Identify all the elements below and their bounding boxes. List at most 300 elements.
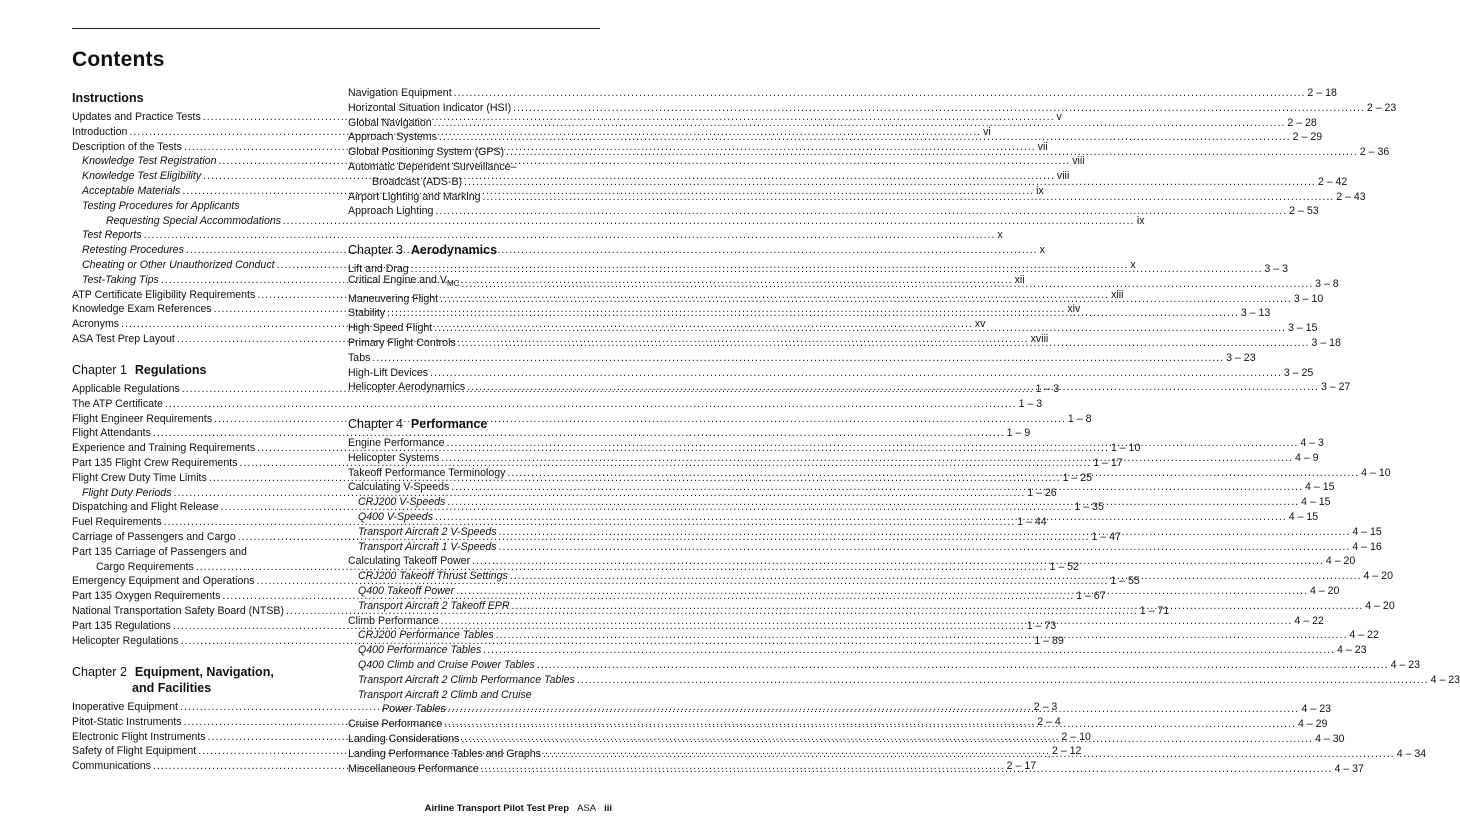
- toc-entry-label-text: Navigation Equipment: [348, 87, 452, 99]
- toc-entry-label-text: Description of the Tests: [72, 140, 182, 153]
- toc-entry-label: [72, 382, 180, 397]
- toc-entry-label-text: ATP Certificate Eligibility Requirements: [72, 288, 256, 301]
- toc-entry-label: [72, 456, 237, 471]
- dot-leader: [441, 614, 1293, 629]
- toc-entry-page: 1 – 3: [1018, 397, 1043, 410]
- toc-entry-page: 1 – 35: [1074, 501, 1104, 514]
- toc-entry-page: 1 – 73: [1026, 619, 1057, 632]
- toc-entry-label: [72, 397, 163, 412]
- footer-book-title: Airline Transport Pilot Test Prep: [424, 803, 570, 814]
- dot-leader: [481, 762, 1333, 777]
- dot-leader: [577, 673, 1429, 688]
- toc-entry-page: xiv: [1067, 303, 1081, 316]
- toc-entry-label-text: Helicopter Aerodynamics: [348, 381, 466, 394]
- toc-entry-page: 2 – 42: [1317, 175, 1348, 188]
- toc-entry-label-text: Experience and Training Requirements: [72, 442, 256, 455]
- dot-leader: [441, 451, 1293, 466]
- toc-entry-label: [348, 451, 439, 466]
- toc-entry[interactable]: [348, 643, 1367, 658]
- toc-entry-page: 2 – 53: [1289, 205, 1319, 218]
- dot-leader: [543, 747, 1395, 762]
- dot-leader: [506, 145, 1358, 160]
- chapter-heading: [348, 416, 606, 432]
- toc-entry-label-text: High Speed Flight: [348, 322, 433, 335]
- toc-entry-page: 4 – 9: [1295, 451, 1319, 464]
- toc-entry-label-text: Primary Flight Controls: [348, 336, 456, 349]
- toc-entry-label-text: Carriage of Passengers and Cargo: [72, 530, 236, 543]
- toc-entry-label: [348, 351, 370, 366]
- dot-leader: [456, 584, 1308, 599]
- toc-entry-label: [348, 569, 508, 584]
- toc-entry-label-text: Acronyms: [72, 318, 120, 331]
- toc-entry-label-continued: Broadcast (ADS-B): [372, 175, 463, 188]
- dot-leader: [444, 717, 1296, 732]
- toc-entry-page: 2 – 12: [1052, 745, 1082, 758]
- toc-entry-page: 2 – 4: [1037, 715, 1061, 728]
- toc-entry-label: [348, 540, 497, 555]
- subscript: MC: [446, 278, 460, 288]
- toc-entry-label: [348, 130, 437, 145]
- chapter-number: Chapter 3: [348, 243, 403, 257]
- toc-entry-page: x: [1130, 258, 1136, 271]
- footer-page-number: iii: [604, 803, 612, 814]
- toc-entry-page: 4 – 22: [1294, 614, 1324, 627]
- toc-entry-label-text: Horizontal Situation Indicator (HSI): [348, 101, 512, 114]
- toc-entry-page: 3 – 10: [1293, 292, 1324, 305]
- dot-leader: [472, 554, 1324, 569]
- toc-entry-page: 1 – 47: [1091, 530, 1121, 543]
- toc-entry-label: [348, 380, 465, 395]
- toc-entry-page: 3 – 27: [1320, 381, 1351, 394]
- toc-entry-label-text: High-Lift Devices: [348, 366, 429, 379]
- dot-leader: [451, 480, 1303, 495]
- toc-entry-label: [348, 436, 445, 451]
- toc-entry-page: 2 – 3: [1033, 701, 1058, 713]
- toc-entry-label: [72, 715, 182, 730]
- toc-entry-label-text: Q400 Climb and Cruise Power Tables: [358, 658, 535, 671]
- toc-entry-label: [72, 530, 236, 545]
- toc-entry-page: 1 – 26: [1027, 486, 1057, 499]
- section-heading: Instructions: [72, 91, 144, 105]
- toc-entry[interactable]: [348, 351, 1256, 366]
- toc-entry-label: Part 135 Carriage of Passengers and: [72, 545, 247, 558]
- toc-entry-label: [348, 628, 494, 643]
- dot-leader: [440, 292, 1292, 307]
- toc-entry-label-text: CRJ200 V-Speeds: [358, 496, 446, 509]
- toc-entry-label: [72, 258, 275, 273]
- toc-entry-label-text: Approach Lighting: [348, 205, 434, 218]
- toc-entry-label-text: Cheating or Other Unauthorized Conduct: [82, 258, 275, 271]
- dot-leader: [510, 569, 1362, 584]
- toc-entry-label: [72, 228, 142, 243]
- toc-entry-label: [72, 500, 219, 515]
- toc-entry-label-text: Part 135 Oxygen Requirements: [72, 590, 221, 603]
- dot-leader: [483, 643, 1335, 658]
- toc-entry-page: xv: [974, 318, 986, 331]
- toc-entry-page: 4 – 22: [1349, 629, 1379, 642]
- toc-entry-label-text: Knowledge Test Registration: [82, 155, 217, 168]
- toc-entry-label-text: Maneuvering Flight: [348, 292, 439, 305]
- toc-entry-label-text: Part 135 Regulations: [72, 619, 171, 632]
- toc-entry-label-line2: [348, 702, 1332, 717]
- toc-entry-page: 2 – 17: [1006, 760, 1037, 773]
- toc-entry-label: [348, 732, 459, 747]
- toc-entry-page: 1 – 17: [1093, 456, 1123, 469]
- toc-entry-label-text: Approach Systems: [348, 131, 437, 144]
- dot-leader: [372, 351, 1224, 366]
- toc-entry-label: [348, 673, 575, 688]
- toc-entry[interactable]: [72, 426, 1031, 441]
- toc-entry-page: 3 – 18: [1311, 336, 1341, 349]
- toc-entry-page: 3 – 15: [1287, 322, 1318, 335]
- toc-entry-page: 4 – 3: [1300, 437, 1324, 449]
- toc-entry-label: [348, 321, 432, 336]
- toc-entry-label-text: CRJ200 Performance Tables: [358, 629, 494, 642]
- toc-entry-label: [348, 599, 510, 614]
- toc-entry-page: 2 – 28: [1287, 116, 1317, 129]
- toc-entry-label: [348, 525, 497, 540]
- dot-leader: [165, 397, 1017, 412]
- dot-leader: [483, 190, 1335, 205]
- toc-entry-page: 3 – 13: [1240, 307, 1271, 320]
- toc-entry-page: 1 – 10: [1110, 442, 1141, 455]
- toc-entry-page: 2 – 10: [1061, 730, 1091, 743]
- toc-entry-label: [348, 614, 439, 629]
- toc-entry-page: 1 – 3: [1035, 383, 1060, 395]
- toc-entry-page: 4 – 15: [1288, 510, 1319, 523]
- toc-entry-label-text: Global Positioning System (GPS): [348, 146, 505, 159]
- chapter-heading: [72, 362, 330, 378]
- toc-entry-page: 1 – 52: [1049, 560, 1079, 573]
- chapter-title: Aerodynamics: [410, 243, 498, 257]
- toc-entry-page: 4 – 34: [1396, 747, 1427, 760]
- toc-entry-label-text: Calculating V-Speeds: [348, 481, 450, 494]
- toc-entry-label: [348, 86, 452, 101]
- toc-entry-label-text: Transport Aircraft 1 V-Speeds: [358, 540, 497, 553]
- toc-entry-label-text: Flight Crew Duty Time Limits: [72, 471, 207, 484]
- toc-entry-label: [348, 336, 456, 351]
- toc-entry-label: [72, 273, 159, 288]
- toc-entry-page: 4 – 23: [1301, 703, 1332, 716]
- toc-entry[interactable]: [348, 204, 1319, 219]
- toc-entry-label-text: Q400 Takeoff Power: [358, 584, 455, 597]
- toc-entry-page: 1 – 55: [1110, 575, 1140, 588]
- toc-entry-label-text: Test Reports: [82, 229, 142, 242]
- toc-entry-label: [72, 589, 220, 604]
- toc-entry-page: 4 – 16: [1352, 540, 1382, 553]
- toc-entry-label: [72, 759, 151, 774]
- toc-entry-page: 1 – 89: [1034, 634, 1064, 647]
- toc-entry-label-text: Stability: [348, 307, 386, 320]
- toc-entry-page: 4 – 20: [1325, 555, 1356, 568]
- toc-entry-page: 1 – 44: [1017, 516, 1047, 529]
- toc-entry-page: x: [1039, 244, 1045, 257]
- toc-entry-page: viii: [1072, 155, 1085, 168]
- toc-entry-label-text: Lift and Drag: [348, 263, 409, 275]
- toc-entry-label: Automatic Dependent Surveillance–: [348, 160, 517, 173]
- toc-entry-page: viii: [1056, 170, 1070, 183]
- toc-entry-label: Testing Procedures for Applicants: [82, 199, 240, 212]
- toc-entry-label: [348, 366, 428, 381]
- toc-entry-label: [348, 495, 445, 510]
- toc-entry-page: v: [1056, 111, 1062, 123]
- toc-entry-page: 4 – 29: [1297, 718, 1328, 731]
- dot-leader: [512, 599, 1364, 614]
- toc-entry-label: [72, 426, 151, 441]
- toc-entry-label-text: Safety of Flight Equipment: [72, 745, 197, 758]
- toc-entry-label-text: Transport Aircraft 2 Takeoff EPR: [358, 599, 510, 612]
- toc-entry-label: [72, 288, 255, 303]
- dot-leader: [144, 228, 996, 243]
- toc-entry-label-text: Helicopter Systems: [348, 451, 440, 464]
- toc-entry-label-text: Flight Engineer Requirements: [72, 412, 213, 425]
- toc-entry-label-text: Transport Aircraft 2 Climb Performance Tables: [358, 673, 575, 686]
- toc-entry-label-text: Dispatching and Flight Release: [72, 501, 219, 514]
- chapter-title: Regulations: [134, 363, 207, 377]
- dot-leader: [434, 321, 1286, 336]
- toc-entry-page: 1 – 9: [1006, 427, 1031, 440]
- toc-entry-label-text: Emergency Equipment and Operations: [72, 575, 255, 588]
- toc-entry-page: 2 – 36: [1359, 146, 1390, 159]
- toc-entry-label: [348, 554, 470, 569]
- toc-entry[interactable]: [348, 688, 1332, 718]
- toc-entry-page: 4 – 10: [1361, 466, 1391, 479]
- toc-entry-page: 4 – 15: [1301, 496, 1331, 509]
- toc-entry-page: xii: [1014, 273, 1025, 286]
- toc-entry-label-text: Electronic Flight Instruments: [72, 730, 206, 743]
- dot-leader: [464, 175, 1316, 190]
- toc-entry-page: x: [997, 229, 1003, 242]
- toc-entry-label: [348, 658, 535, 673]
- dot-leader: [387, 306, 1239, 321]
- toc-entry-label-continued: Cargo Requirements: [96, 560, 194, 573]
- dot-leader: [461, 277, 1313, 292]
- toc-entry-label: [348, 101, 511, 116]
- toc-entry-label-text: Miscellaneous Performance: [348, 762, 479, 775]
- toc-entry-page: 2 – 18: [1307, 87, 1337, 99]
- toc-entry-page: 4 – 20: [1365, 599, 1395, 612]
- dot-leader: [467, 380, 1319, 395]
- dot-leader: [447, 495, 1299, 510]
- chapter-number: Chapter 1: [72, 363, 127, 377]
- dot-leader: [411, 262, 1263, 277]
- toc-entry-label: [72, 110, 201, 125]
- toc-entry-label: [72, 441, 255, 456]
- toc-entry-label-continued: Power Tables: [382, 703, 446, 716]
- toc-entry-label-text: Landing Considerations: [348, 732, 460, 745]
- toc-entry-label: [72, 169, 201, 184]
- toc-entry-page: 2 – 43: [1336, 190, 1366, 203]
- dot-leader: [537, 658, 1389, 673]
- toc-entry-page: ix: [1036, 184, 1044, 197]
- toc-entry-label: [72, 515, 162, 530]
- toc-entry-label-text: Knowledge Exam References: [72, 303, 212, 316]
- toc-entry-label-text: The ATP Certificate: [72, 397, 163, 410]
- top-rule: [72, 28, 600, 29]
- toc-entry-label: [348, 643, 481, 658]
- toc-entry-label: [348, 306, 385, 321]
- toc-entry-label: Transport Aircraft 2 Climb and Cruise: [358, 688, 532, 701]
- toc-entry-label-text: CRJ200 Takeoff Thrust Settings: [358, 570, 508, 583]
- toc-entry-page: 4 – 23: [1390, 658, 1421, 671]
- toc-entry-label-text: Takeoff Performance Terminology: [348, 466, 506, 479]
- chapter-title-line2: [72, 680, 330, 696]
- toc-entry-label-text: Flight Duty Periods: [82, 486, 172, 499]
- toc-entry-label: [72, 125, 127, 140]
- toc-entry[interactable]: [348, 101, 1397, 116]
- toc-entry-label-text: Pitot-Static Instruments: [72, 715, 182, 728]
- toc-entry-label: [348, 116, 432, 131]
- toc-entry-label: [72, 140, 182, 155]
- toc-entry-label-text: National Transportation Safety Board (NTSB): [72, 604, 284, 617]
- toc-entry-page: xiii: [1111, 288, 1124, 301]
- footer-publisher: ASA: [577, 803, 597, 814]
- toc-entry-label: [72, 604, 284, 619]
- toc-entry-page: 3 – 23: [1226, 351, 1256, 364]
- chapter-number: Chapter 2: [72, 665, 127, 679]
- toc-entry-label: [348, 273, 459, 292]
- toc-entry-label-line2: [72, 214, 1145, 229]
- chapter-heading: [72, 664, 330, 680]
- toc-entry-label-text: Calculating Takeoff Power: [348, 555, 471, 568]
- dot-leader: [435, 510, 1287, 525]
- toc-entry-page: 1 – 25: [1062, 471, 1093, 484]
- toc-entry-label: [348, 762, 479, 777]
- toc-entry-label: [348, 204, 433, 219]
- toc-entry-label: [348, 145, 504, 160]
- toc-entry-label: [348, 717, 442, 732]
- toc-entry-label: [72, 154, 216, 169]
- toc-entry[interactable]: [348, 86, 1337, 101]
- toc-entry-label: [72, 574, 255, 589]
- toc-entry-label: [72, 730, 206, 745]
- toc-entry-label-text: Global Navigation: [348, 116, 432, 129]
- toc-entry-label: [72, 619, 171, 634]
- toc-entry-page: 4 – 30: [1315, 732, 1345, 745]
- toc-entry-page: 2 – 23: [1366, 101, 1397, 114]
- toc-entry-page: 4 – 15: [1305, 481, 1335, 494]
- dot-leader: [214, 412, 1066, 427]
- toc-entry-page: ix: [1136, 214, 1145, 227]
- toc-entry-label-continued: Requesting Special Accommodations: [106, 214, 282, 227]
- dot-leader: [434, 116, 1286, 131]
- chapter-heading: [348, 242, 606, 258]
- dot-leader: [186, 243, 1038, 258]
- toc-entry-page: 4 – 15: [1352, 525, 1382, 538]
- toc-entry-label-text: Fuel Requirements: [72, 516, 162, 529]
- toc-entry-label: [72, 486, 172, 501]
- dot-leader: [513, 101, 1365, 116]
- toc-entry-label: [72, 317, 119, 332]
- toc-entry-page: 4 – 23: [1337, 644, 1367, 657]
- toc-entry[interactable]: [348, 366, 1314, 381]
- toc-entry-label: [348, 190, 481, 205]
- toc-entry-label-text: Flight Attendants: [72, 427, 151, 440]
- toc-entry-page: 4 – 20: [1309, 584, 1340, 597]
- page-footer: [425, 803, 612, 814]
- toc-entry-label-text: Test-Taking Tips: [82, 273, 159, 286]
- toc-entry-label-text: Helicopter Regulations: [72, 634, 179, 647]
- toc-entry-label: [348, 480, 449, 495]
- dot-leader: [499, 525, 1351, 540]
- toc-entry-label-text: Engine Performance: [348, 437, 445, 449]
- toc-entry-label: [72, 184, 180, 199]
- dot-leader: [430, 366, 1282, 381]
- dot-leader: [454, 86, 1306, 101]
- toc-entry-label: [72, 744, 196, 759]
- toc-entry-page: 2 – 29: [1292, 131, 1323, 144]
- toc-entry-page: 1 – 71: [1139, 604, 1170, 617]
- toc-entry-page: 3 – 25: [1283, 366, 1314, 379]
- toc-entry-label-text: Transport Aircraft 2 V-Speeds: [358, 525, 497, 538]
- toc-entry-label-text: Inoperative Equipment: [72, 701, 179, 713]
- toc-entry[interactable]: [348, 658, 1421, 673]
- toc-entry-page: xviii: [1030, 332, 1049, 345]
- toc-entry-page: 4 – 37: [1334, 762, 1364, 775]
- toc-entry-page: vi: [983, 125, 991, 138]
- toc-entry-page: 3 – 8: [1315, 277, 1339, 290]
- toc-entry-label: [348, 747, 541, 762]
- toc-entry-label-text: Climb Performance: [348, 614, 439, 627]
- toc-entry-label: [348, 510, 433, 525]
- dot-leader: [507, 466, 1359, 481]
- toc-entry-label: [348, 584, 454, 599]
- toc-entry[interactable]: [348, 673, 1460, 688]
- toc-entry-label-text: Knowledge Test Eligibility: [82, 170, 202, 183]
- toc-entry[interactable]: [72, 228, 1003, 243]
- toc-entry-label: [348, 466, 505, 481]
- toc-entry-label: [72, 471, 207, 486]
- toc-entry-label-text: Landing Performance Tables and Graphs: [348, 747, 541, 760]
- toc-entry-label-text: Airport Lighting and Marking: [348, 190, 481, 203]
- dot-leader: [499, 540, 1351, 555]
- toc-entry[interactable]: [348, 116, 1317, 131]
- toc-entry-label-text: Acceptable Materials: [82, 184, 181, 197]
- toc-entry-page: 1 – 8: [1067, 412, 1092, 425]
- toc-entry-label-text: Communications: [72, 760, 151, 773]
- chapter-title: Equipment, Navigation,: [134, 665, 274, 679]
- chapter-title: Performance: [410, 417, 488, 431]
- toc-entry-label: [72, 332, 175, 347]
- dot-leader: [461, 732, 1313, 747]
- toc-entry[interactable]: [72, 397, 1043, 412]
- chapter-title-continued: and Facilities: [132, 681, 212, 695]
- toc-entry-label-text: ASA Test Prep Layout: [72, 332, 175, 345]
- toc-entry-label-text: Applicable Regulations: [72, 383, 180, 395]
- dot-leader: [439, 130, 1291, 145]
- toc-entry-label-text: Q400 Performance Tables: [358, 644, 482, 657]
- dot-leader: [435, 204, 1287, 219]
- toc-entry-label: [72, 302, 212, 317]
- toc-entry-label: [348, 292, 438, 307]
- dot-leader: [496, 628, 1348, 643]
- toc-entry[interactable]: [348, 540, 1382, 555]
- toc-entry-label-text: Cruise Performance: [348, 718, 443, 731]
- toc-entry-label-text: Critical Engine and V: [348, 273, 447, 286]
- toc-entry-page: 4 – 20: [1363, 570, 1393, 583]
- toc-entry-label-text: Introduction: [72, 125, 128, 138]
- toc-entry-label: [72, 243, 184, 258]
- toc-entry-label: [72, 634, 179, 649]
- toc-entry-label-text: Updates and Practice Tests: [72, 111, 201, 123]
- dot-leader: [458, 336, 1310, 351]
- toc-entry-label: [72, 412, 212, 427]
- chapter-number: Chapter 4: [348, 417, 403, 431]
- toc-entry-page: 4 – 23: [1430, 673, 1460, 686]
- dot-leader: [447, 436, 1299, 451]
- page-title: Contents: [72, 48, 165, 71]
- toc-entry-page: vii: [1037, 140, 1048, 153]
